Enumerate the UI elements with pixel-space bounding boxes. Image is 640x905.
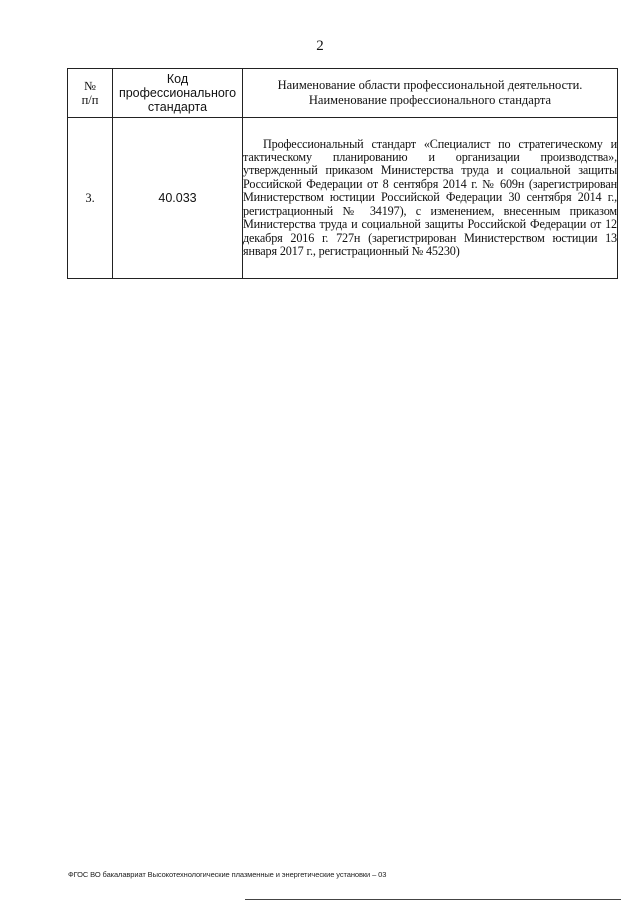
header-number-abbrev: п/п (81, 93, 99, 107)
footer-divider (245, 899, 621, 900)
row-name: Профессиональный стандарт «Специалист по стратегическому и тактическому планированию и организации производства», утвержденный приказом Министерства труда и социальной защиты Российской Федерации от 8 сентября 2014 г. № 609н (зарегистрирован Министерством юстиции Российской Федерации 30 сентября 2014 г., регистрационный № 34197), с изменением, внесенным приказом Министерства труда и социальной защиты Российской Федерации от 12 декабря 2016 г. 727н (зарегистрирован Министерством юстиции 13 января 2017 г., регистрационный № 45230) (243, 136, 617, 258)
row-name-cell (243, 118, 618, 279)
header-number (68, 69, 113, 118)
header-number-symbol: № (84, 79, 96, 93)
header-code: Код профессионального стандарта (113, 69, 243, 118)
table-header-row (68, 69, 618, 118)
row-code: 40.033 (113, 118, 243, 279)
footer-text: ФГОС ВО бакалавриат Высокотехнологические плазменные и энергетические установки – 03 (68, 870, 387, 879)
professional-standards-table (67, 68, 618, 279)
page-number: 2 (316, 38, 324, 54)
header-name (243, 69, 618, 118)
header-name-area: Наименование области профессиональной деятельности. (277, 78, 583, 92)
table-row (68, 118, 618, 279)
header-name-standard: Наименование профессионального стандарта (308, 93, 552, 107)
row-number: 3. (68, 118, 113, 279)
